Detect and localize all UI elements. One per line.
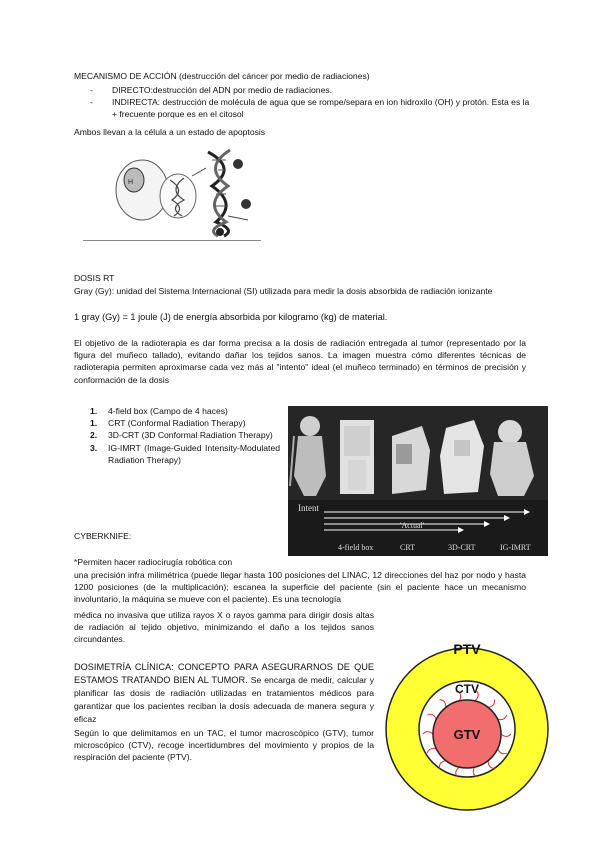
- caption-4-field-box: 4-field box: [338, 543, 374, 552]
- cyberknife-tail: médica no invasiva que utiliza rayos X o rayos gamma para dirigir dosis altas de radiación al tejido objetivo, minimizando el daño a los tejidos sanos circundantes.: [74, 610, 374, 645]
- cyberknife-body: una precisión infra milimétrica (puede llegar hasta 100 posiciones del LINAC, 12 direcciones del haz por nodo y hasta 1200 posiciones (de la multiplicación); escanea la superficie del paciente (sin el paciente hace un mecanismo involuntario, la máquina se mueve con el paciente). Es una tecnología: [74, 570, 526, 605]
- actual-label: 'Actual': [400, 521, 425, 530]
- apoptosis-text: Ambos llevan a la célula a un estado de apoptosis: [74, 127, 266, 137]
- caption-ig-imrt: IG-IMRT: [500, 543, 531, 552]
- ctv-label: CTV: [455, 682, 479, 696]
- divider-line: [83, 240, 261, 241]
- ptv-label: PTV: [453, 641, 481, 657]
- svg-text:H: H: [128, 179, 134, 186]
- caption-crt: CRT: [400, 543, 416, 552]
- mechanism-list: [90, 84, 530, 121]
- gray-equation: 1 gray (Gy) = 1 joule (J) de energía absorbida por kilogramo (kg) de material.: [74, 312, 388, 322]
- dosimetria-tac: Según lo que delimitamos en un TAC, el tumor macroscópico (GTV), tumor microscópico (CTV), recoge incertidumbres del movimiento y propios de la respiración del paciente (PTV).: [74, 728, 374, 763]
- list-item: 1. 4-field box (Campo de 4 haces): [90, 406, 228, 416]
- mechanism-heading: MECANISMO DE ACCIÓN (destrucción del cáncer por medio de radiaciones): [74, 71, 370, 81]
- caption-3d-crt: 3D-CRT: [448, 543, 476, 552]
- gtv-label: GTV: [453, 727, 481, 742]
- gray-definition: Gray (Gy): unidad del Sistema Internacional (SI) utilizada para medir la dosis absorbida de radiación ionizante: [74, 286, 493, 296]
- list-item: 1. CRT (Conformal Radiation Therapy): [90, 418, 246, 429]
- cyberknife-intro: *Permiten hacer radiocirugía robótica con: [74, 557, 233, 567]
- dna-illustration: [108, 146, 268, 238]
- list-item: 2. 3D-CRT (3D Conformal Radiation Therapy): [90, 430, 273, 441]
- dosimetria-heading: DOSIMETRÍA CLÍNICA: CONCEPTO PARA ASEGURARNOS DE QUE ESTAMOS TRATANDO BIEN AL TUMOR. Se encarga de medir, calcular y planificar las dosis de radiación utilizadas en tratamientos médicos para garantizar que los pacientes reciban la dosis adecuada de manera segura y eficaz: [74, 662, 374, 725]
- sculpture-figure: [288, 406, 548, 556]
- dosis-heading: DOSIS RT: [74, 273, 115, 283]
- list-item: 3. IG-IMRT (Image-Guided Intensity-Modulated Radiation Therapy): [90, 442, 280, 465]
- list-item: - INDIRECTA: destrucción de molécula de agua que se rompe/separa en ion hidroxilo (OH) y protón. Esta es la + frecuente porque es en el citosol: [90, 96, 530, 120]
- techniques-list: [90, 405, 280, 466]
- target-volumes-diagram: [382, 628, 552, 828]
- cyberknife-heading: CYBERKNIFE:: [74, 531, 132, 541]
- sculpture-images: [288, 406, 548, 556]
- list-item: - DIRECTO:destrucción del ADN por medio de radiaciones.: [90, 84, 530, 96]
- intent-label: Intent: [298, 503, 319, 513]
- objective-text: El objetivo de la radioterapia es dar forma precisa a la dosis de radiación entregada al tumor (representado por la figura del muñeco tallado), evitando dañar los tejidos sanos. La imagen muestra cómo diferentes técnicas de radioterapia permiten aproximarse cada vez más al "intento" ideal (el muñeco terminado) en términos de precisión y conformación de la dosis: [74, 338, 526, 385]
